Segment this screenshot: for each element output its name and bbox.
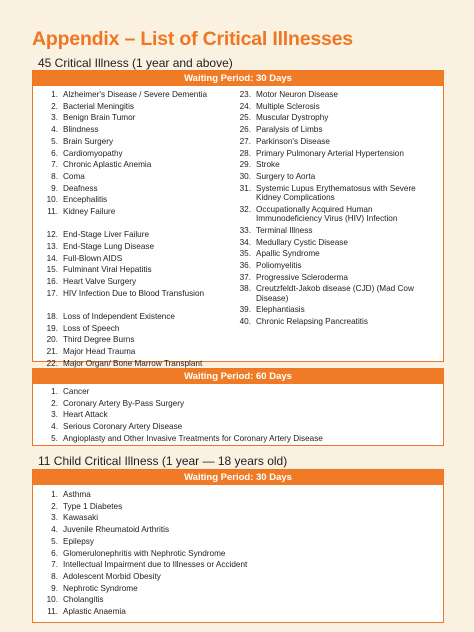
item-text: Asthma (63, 490, 91, 499)
item-text: Juvenile Rheumatoid Arthritis (63, 525, 170, 535)
item-number: 40. (239, 317, 251, 327)
item-text: Primary Pulmonary Arterial Hypertension (256, 148, 404, 158)
item-text: Cholangitis (63, 595, 104, 605)
item-text: Bacterial Meningitis (63, 101, 134, 111)
item-number: 30. (239, 171, 251, 181)
item-text: Kawasaki (63, 513, 99, 523)
item-text: Disease) (256, 293, 289, 303)
item-text: Type 1 Diabetes (63, 501, 123, 511)
item-number: 9. (51, 583, 58, 593)
item-number: 18. (46, 311, 58, 321)
item-text: Aplastic Anaemia (63, 607, 126, 616)
item-number: 34. (239, 237, 251, 247)
item-text: Glomerulonephritis with Nephrotic Syndrome (63, 548, 226, 558)
item-text: Epilepsy (63, 536, 94, 546)
box-child-30-days (32, 469, 444, 623)
item-number: 35. (239, 249, 251, 259)
item-text: Multiple Sclerosis (256, 101, 320, 111)
item-text: Heart Valve Surgery (63, 277, 137, 286)
item-number: 14. (46, 253, 58, 263)
item-text: Nephrotic Syndrome (63, 583, 138, 593)
item-number: 4. (51, 525, 58, 535)
item-text: Terminal Illness (256, 225, 313, 235)
item-number: 4. (51, 422, 58, 432)
item-number: 22. (46, 358, 58, 368)
item-number: 1. (51, 490, 58, 499)
item-text: Kidney Complications (256, 193, 335, 202)
item-number: 4. (51, 125, 58, 135)
item-text: Cardiomyopathy (63, 148, 123, 158)
item-number: 2. (51, 101, 58, 111)
item-text: Parkinson's Disease (256, 136, 330, 146)
item-text: Alzheimer's Disease / Severe Dementia (63, 90, 207, 99)
item-number: 32. (239, 204, 251, 214)
item-number: 11. (47, 607, 58, 616)
item-text: Occupationally Acquired Human (256, 204, 373, 214)
item-number: 9. (51, 183, 58, 193)
item-text: Major Head Trauma (63, 347, 136, 356)
item-number: 26. (239, 125, 251, 135)
item-text: Medullary Cystic Disease (256, 237, 348, 247)
item-text: Chronic Aplastic Anemia (63, 160, 152, 170)
item-number: 7. (51, 160, 58, 170)
item-text: Adolescent Morbid Obesity (63, 571, 161, 581)
item-number: 8. (51, 171, 58, 181)
item-number: 3. (51, 410, 58, 420)
item-number: 3. (51, 113, 58, 123)
item-number: 6. (51, 548, 58, 558)
item-number: 15. (46, 265, 58, 275)
item-number: 5. (51, 136, 58, 146)
item-number: 8. (51, 571, 58, 581)
item-text: HIV Infection Due to Blood Transfusion (63, 288, 205, 298)
item-number: 2. (51, 501, 58, 511)
item-text: Apallic Syndrome (256, 249, 320, 259)
item-text: Encephalitis (63, 195, 108, 205)
item-text: Loss of Independent Existence (63, 311, 175, 321)
item-text: Poliomyelitis (256, 260, 302, 270)
item-number: 5. (51, 536, 58, 546)
waiting-period-bar: Waiting Period: 30 Days (33, 470, 443, 485)
item-text: Progressive Scleroderma (256, 272, 348, 282)
item-number: 17. (46, 288, 58, 298)
item-number: 12. (46, 230, 58, 240)
item-text: Coronary Artery By-Pass Surgery (63, 398, 185, 408)
waiting-period-bar: Waiting Period: 60 Days (33, 369, 443, 384)
item-text: Serious Coronary Artery Disease (63, 422, 183, 432)
item-text: Stroke (256, 160, 280, 170)
item-number: 3. (51, 513, 58, 523)
item-text: Full-Blown AIDS (63, 253, 123, 263)
item-text: Blindness (63, 125, 99, 135)
item-number: 29. (239, 160, 251, 170)
item-number: 5. (51, 433, 58, 443)
item-number: 7. (51, 560, 58, 570)
item-text: Heart Attack (63, 410, 108, 420)
item-number: 21. (46, 347, 58, 356)
item-number: 23. (239, 90, 251, 99)
item-text: Brain Surgery (63, 136, 114, 146)
item-number: 37. (239, 272, 251, 282)
section-heading-child: 11 Child Critical Illness (1 year — 18 years old) (38, 454, 288, 468)
item-text: Paralysis of Limbs (256, 125, 323, 135)
item-number: 19. (46, 323, 58, 333)
item-text: End-Stage Liver Failure (63, 230, 150, 240)
item-number: 1. (51, 90, 58, 99)
item-number: 33. (239, 225, 251, 235)
item-number: 31. (239, 183, 251, 193)
item-number: 16. (46, 277, 58, 286)
item-text: Muscular Dystrophy (256, 113, 329, 123)
item-number: 2. (51, 398, 58, 408)
page-title: Appendix – List of Critical Illnesses (32, 28, 353, 50)
section-heading-adult: 45 Critical Illness (1 year and above) (38, 56, 233, 70)
item-text: Elephantiasis (256, 305, 305, 315)
item-text: Deafness (63, 183, 98, 193)
item-text: Benign Brain Tumor (63, 113, 136, 123)
item-number: 1. (51, 387, 58, 396)
item-number: 36. (239, 260, 251, 270)
item-number: 10. (46, 595, 58, 605)
item-text: Angioplasty and Other Invasive Treatments for Coronary Artery Disease (63, 433, 323, 443)
item-text: Fulminant Viral Hepatitis (63, 265, 152, 275)
item-number: 25. (239, 113, 251, 123)
box-adult-30-days (32, 70, 444, 368)
item-number: 20. (46, 335, 58, 345)
item-text: Intellectual Impairment due to Illnesses or Accident (63, 560, 248, 570)
item-text: Coma (63, 171, 85, 181)
item-number: 11. (47, 207, 58, 216)
item-number: 39. (239, 305, 251, 315)
item-number: 13. (46, 241, 58, 251)
item-text: Loss of Speech (63, 323, 120, 333)
item-text: Systemic Lupus Erythematosus with Severe (256, 183, 416, 193)
item-number: 10. (46, 195, 58, 205)
item-text: Creutzfeldt-Jakob disease (CJD) (Mad Cow (256, 284, 414, 294)
item-text: Third Degree Burns (63, 335, 135, 345)
item-number: 24. (239, 101, 251, 111)
item-number: 28. (239, 148, 251, 158)
item-text: Chronic Relapsing Pancreatitis (256, 317, 368, 327)
box-adult-60-days (32, 368, 444, 446)
item-text: End-Stage Lung Disease (63, 241, 155, 251)
item-text: Surgery to Aorta (256, 171, 316, 181)
item-text: Major Organ/ Bone Marrow Transplant (63, 358, 203, 368)
item-text: Motor Neuron Disease (256, 90, 338, 99)
waiting-period-bar: Waiting Period: 30 Days (33, 71, 443, 86)
item-text: Cancer (63, 387, 90, 396)
item-number: 38. (239, 284, 251, 294)
item-text: Kidney Failure (63, 207, 116, 216)
item-text: Immunodeficiency Virus (HIV) Infection (256, 214, 398, 224)
item-number: 27. (239, 136, 251, 146)
item-number: 6. (51, 148, 58, 158)
